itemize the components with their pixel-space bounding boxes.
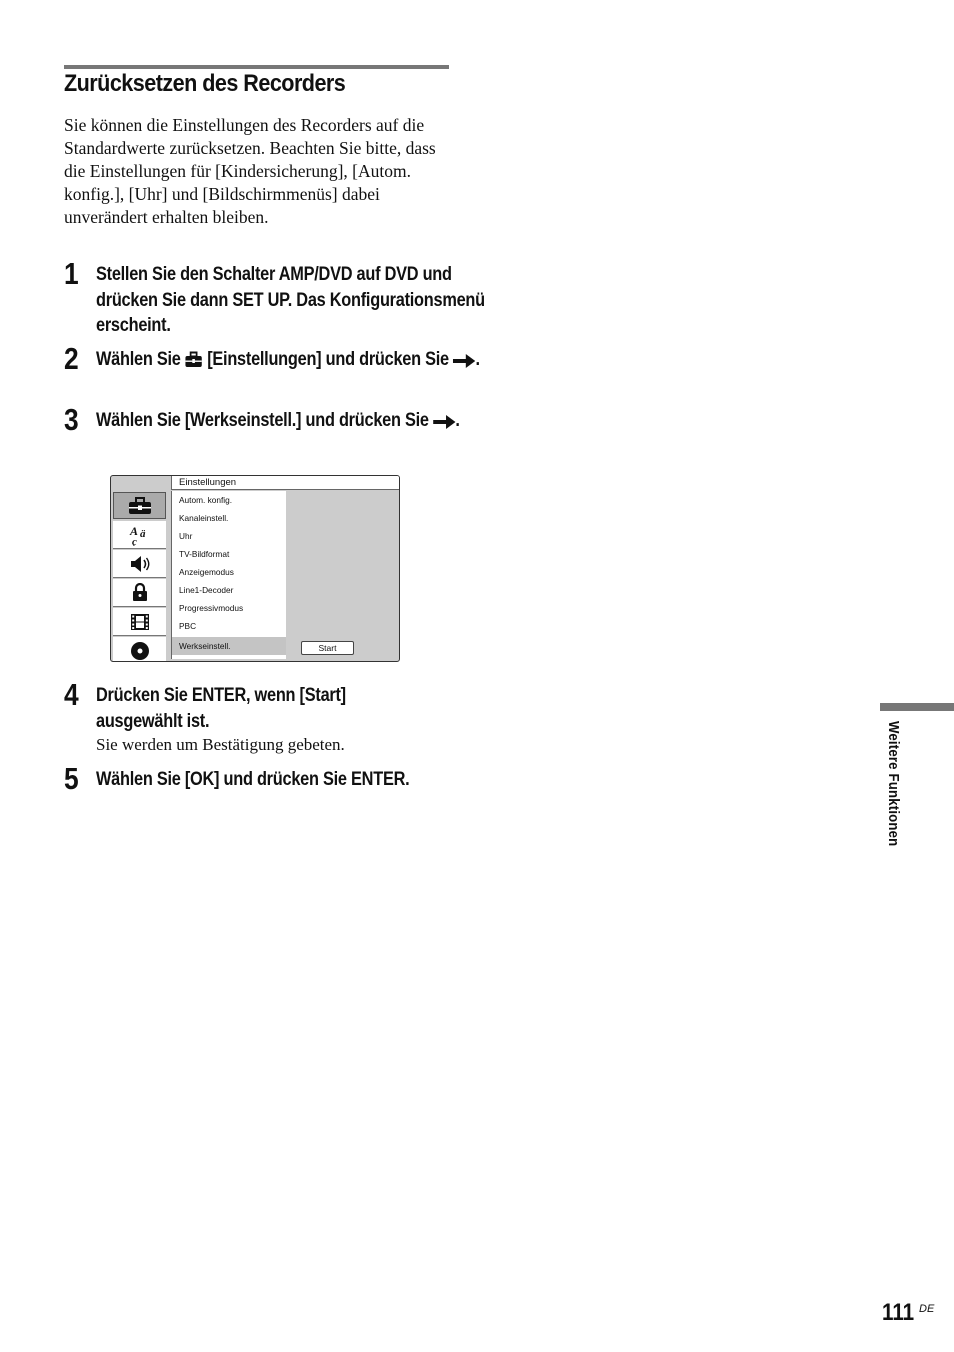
disc-icon[interactable] xyxy=(113,637,166,662)
step-number: 5 xyxy=(64,761,79,796)
side-tab-bar xyxy=(880,703,954,711)
step-text: Wählen Sie [OK] und drücken Sie ENTER. xyxy=(96,769,410,790)
menu-item-uhr[interactable]: Uhr xyxy=(179,531,193,541)
svg-text:A: A xyxy=(129,523,138,538)
toolbox-icon[interactable] xyxy=(113,492,166,519)
step-number: 4 xyxy=(64,677,79,712)
side-tab-label: Weitere Funktionen xyxy=(885,721,902,847)
step-number: 2 xyxy=(64,341,79,376)
menu-item-progressivmodus[interactable]: Progressivmodus xyxy=(179,603,244,613)
arrow-right-icon xyxy=(433,411,455,437)
svg-text:ç: ç xyxy=(131,535,137,546)
intro-paragraph: Sie können die Einstellungen des Recorders auf die Standardwerte zurücksetzen. Beachten Sie bitte, dass die Einstellungen für [Kindersicherung], [Autom. konfig.], [Uhr] und [Bildschirmmenüs] dabei unverändert erhalten bleiben. xyxy=(64,115,436,227)
settings-menu-list xyxy=(171,491,286,659)
menu-item-kanaleinstell[interactable]: Kanaleinstell. xyxy=(179,513,229,523)
step-text xyxy=(96,347,492,376)
step-text-a: Wählen Sie xyxy=(96,349,181,370)
step-number: 1 xyxy=(64,256,79,291)
step-text-a: Wählen Sie [Werkseinstell.] und drücken Sie xyxy=(96,410,429,431)
menu-item-werkseinstell[interactable]: Werkseinstell. xyxy=(172,637,286,655)
step-subtext: Sie werden um Bestätigung gebeten. xyxy=(96,735,345,754)
speaker-icon[interactable] xyxy=(113,550,166,578)
title-rule xyxy=(64,65,449,69)
toolbox-icon xyxy=(185,350,203,376)
menu-item-anzeigemodus[interactable]: Anzeigemodus xyxy=(179,567,234,577)
language-icon[interactable] xyxy=(113,521,166,549)
screen-icon-column xyxy=(111,490,169,662)
step-text-b: [Einstellungen] und drücken Sie xyxy=(207,349,449,370)
menu-item-line1-decoder[interactable]: Line1-Decoder xyxy=(179,585,234,595)
section-title: Zurücksetzen des Recorders xyxy=(64,70,346,97)
svg-text:ä: ä xyxy=(139,527,145,540)
arrow-right-icon xyxy=(453,350,475,376)
step-text-end: . xyxy=(455,410,460,431)
step-text-end: . xyxy=(475,349,480,370)
step-text: Drücken Sie ENTER, wenn [Start] ausgewählt ist. xyxy=(96,685,346,732)
menu-item-tv-bildformat[interactable]: TV-Bildformat xyxy=(179,549,230,559)
settings-screen xyxy=(110,475,400,662)
step-number: 3 xyxy=(64,402,79,437)
step-text: Stellen Sie den Schalter AMP/DVD auf DVD und drücken Sie dann SET UP. Das Konfigurationsmenü erscheint. xyxy=(96,264,485,336)
menu-item-pbc[interactable]: PBC xyxy=(179,621,197,631)
page-suffix: DE xyxy=(919,1303,935,1315)
screen-title: Einstellungen xyxy=(171,476,399,490)
menu-item-autom-konfig[interactable]: Autom. konfig. xyxy=(179,495,233,505)
step-text xyxy=(96,408,492,437)
film-icon[interactable] xyxy=(113,608,166,636)
start-button[interactable]: Start xyxy=(301,641,354,655)
lock-icon[interactable] xyxy=(113,579,166,607)
page-number: 111 xyxy=(882,1299,915,1326)
